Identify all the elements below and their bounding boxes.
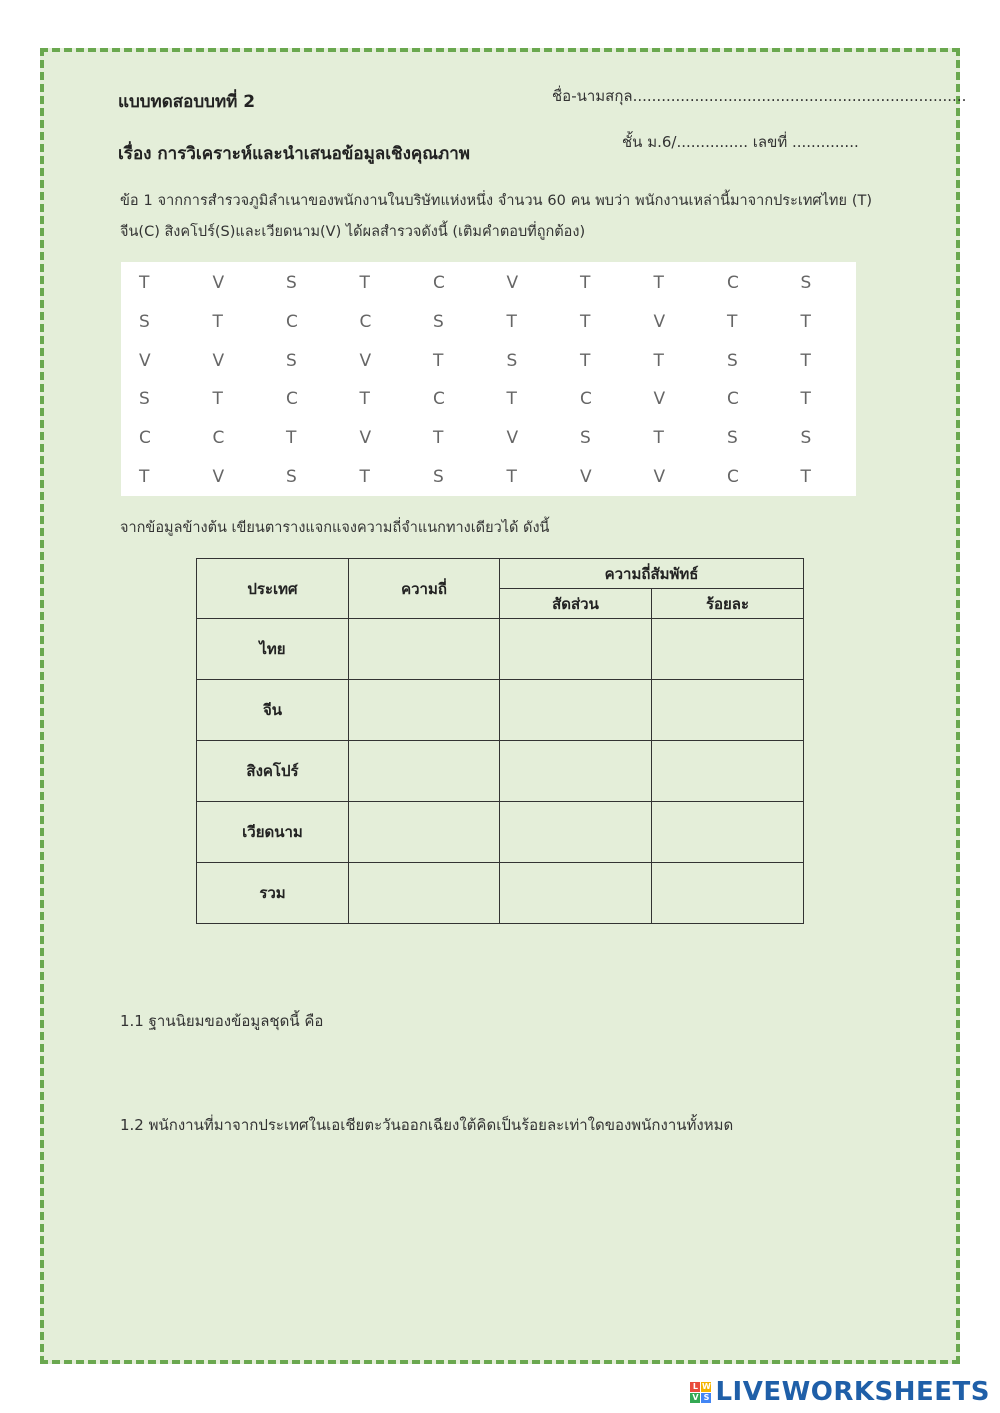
grid-cell: T <box>212 311 223 332</box>
grid-cell: T <box>800 389 811 410</box>
grid-cell: S <box>727 350 738 371</box>
logo-text: LIVEWORKSHEETS <box>715 1377 990 1407</box>
liveworksheets-logo <box>690 1377 990 1407</box>
row-label-china: จีน <box>197 680 349 741</box>
frequency-input[interactable] <box>349 680 500 741</box>
table-row <box>197 863 804 924</box>
grid-cell: T <box>359 389 370 410</box>
header-percent: ร้อยละ <box>652 589 804 619</box>
badge-letter: W <box>702 1381 711 1391</box>
grid-cell: T <box>800 350 811 371</box>
header-frequency: ความถี่ <box>349 559 500 619</box>
grid-cell: C <box>727 273 739 294</box>
survey-data-grid <box>121 262 856 496</box>
class-field[interactable]: ชั้น ม.6/............... เลขที่ .............. <box>622 133 859 151</box>
ratio-input[interactable] <box>500 802 652 863</box>
badge-letter: L <box>690 1382 700 1392</box>
grid-cell: S <box>433 466 444 487</box>
grid-cell: S <box>286 466 297 487</box>
grid-cell: T <box>286 427 297 448</box>
grid-cell: T <box>139 273 150 294</box>
frequency-input[interactable] <box>349 619 500 680</box>
grid-cell: C <box>286 389 298 410</box>
ratio-input[interactable] <box>500 863 652 924</box>
percent-input[interactable] <box>652 619 804 680</box>
table-row <box>197 619 804 680</box>
grid-cell: T <box>359 466 370 487</box>
table-row <box>197 741 804 802</box>
grid-cell: T <box>800 311 811 332</box>
grid-cell: T <box>139 466 150 487</box>
grid-cell: C <box>433 273 445 294</box>
question-1-2: 1.2 พนักงานที่มาจากประเทศในเอเชียตะวันออกเฉียงใต้คิดเป็นร้อยละเท่าใดของพนักงานทั้งหมด <box>120 1116 734 1134</box>
grid-cell: C <box>212 427 225 448</box>
badge-letter: V <box>692 1392 699 1402</box>
grid-cell: V <box>653 466 666 487</box>
grid-cell: S <box>506 350 518 371</box>
grid-cell: S <box>580 427 591 448</box>
grid-cell: S <box>139 311 150 332</box>
grid-cell: C <box>139 427 151 448</box>
ratio-input[interactable] <box>500 619 652 680</box>
frequency-input[interactable] <box>349 863 500 924</box>
grid-cell: T <box>580 273 591 294</box>
grid-cell: T <box>433 427 444 448</box>
grid-cell: T <box>506 466 517 487</box>
grid-cell: C <box>286 311 298 332</box>
table-instruction: จากข้อมูลข้างต้น เขียนตารางแจกแจงความถี่จำแนกทางเดียวได้ ดังนี้ <box>120 520 550 536</box>
grid-cell: T <box>506 311 517 332</box>
row-label-singapore: สิงคโปร์ <box>197 741 349 802</box>
grid-cell: T <box>800 466 811 487</box>
grid-cell: T <box>580 311 591 332</box>
name-field[interactable]: ชื่อ-นามสกุล...................................................................... <box>552 87 967 105</box>
grid-cell: S <box>286 350 297 371</box>
grid-cell: S <box>727 427 738 448</box>
percent-input[interactable] <box>652 802 804 863</box>
test-title: แบบทดสอบบทที่ 2 <box>118 92 256 112</box>
grid-cell: S <box>139 389 150 410</box>
grid-cell: T <box>653 350 664 371</box>
grid-cell: V <box>653 389 666 410</box>
grid-cell: S <box>286 273 297 294</box>
grid-cell: V <box>212 350 225 371</box>
grid-cell: T <box>433 350 444 371</box>
logo-badge-icon <box>690 1382 711 1403</box>
grid-cell: T <box>580 350 591 371</box>
grid-cell: T <box>506 389 517 410</box>
table-row <box>197 802 804 863</box>
percent-input[interactable] <box>652 863 804 924</box>
subject-title: เรื่อง การวิเคราะห์และนำเสนอข้อมูลเชิงคุณภาพ <box>118 144 470 164</box>
grid-cell: V <box>212 273 225 294</box>
grid-cell: T <box>212 389 223 410</box>
grid-cell: T <box>727 311 738 332</box>
row-label-vietnam: เวียดนาม <box>197 802 349 863</box>
badge-letter: S <box>701 1393 711 1403</box>
ratio-input[interactable] <box>500 741 652 802</box>
ratio-input[interactable] <box>500 680 652 741</box>
frequency-input[interactable] <box>349 802 500 863</box>
grid-cell: V <box>139 350 151 371</box>
grid-cell: V <box>653 311 666 332</box>
percent-input[interactable] <box>652 680 804 741</box>
frequency-table <box>196 558 804 924</box>
grid-cell: S <box>433 311 444 332</box>
grid-cell: C <box>580 389 592 410</box>
frequency-input[interactable] <box>349 741 500 802</box>
grid-cell: S <box>800 273 812 294</box>
grid-cell: V <box>212 466 225 487</box>
row-label-total: รวม <box>197 863 349 924</box>
header-ratio: สัดส่วน <box>500 589 652 619</box>
grid-cell: C <box>727 466 739 487</box>
grid-cell: C <box>727 389 739 410</box>
grid-cell: T <box>653 273 664 294</box>
question-1-1: 1.1 ฐานนิยมของข้อมูลชุดนี้ คือ <box>120 1012 324 1030</box>
question-1-text: ข้อ 1 จากการสำรวจภูมิลำเนาของพนักงานในบริษัทแห่งหนึ่ง จำนวน 60 คน พบว่า พนักงานเหล่านี้มาจากประเทศไทย (T) จีน(C) สิงคโปร์(S)และเวียดนาม(V) ได้ผลสำรวจดังนี้ (เติมคำตอบที่ถูกต้อง) <box>120 193 872 240</box>
percent-input[interactable] <box>652 741 804 802</box>
grid-cell: V <box>359 350 372 371</box>
grid-cell: T <box>359 273 370 294</box>
table-row <box>197 680 804 741</box>
grid-cell: T <box>653 427 664 448</box>
grid-cell: V <box>580 466 592 487</box>
row-label-thai: ไทย <box>197 619 349 680</box>
header-relative-frequency: ความถี่สัมพัทธ์ <box>500 559 804 589</box>
grid-cell: C <box>433 389 445 410</box>
grid-cell: C <box>359 311 372 332</box>
grid-cell: V <box>359 427 372 448</box>
header-country: ประเทศ <box>197 559 349 619</box>
grid-cell: V <box>506 273 519 294</box>
grid-cell: V <box>506 427 519 448</box>
grid-cell: S <box>800 427 812 448</box>
